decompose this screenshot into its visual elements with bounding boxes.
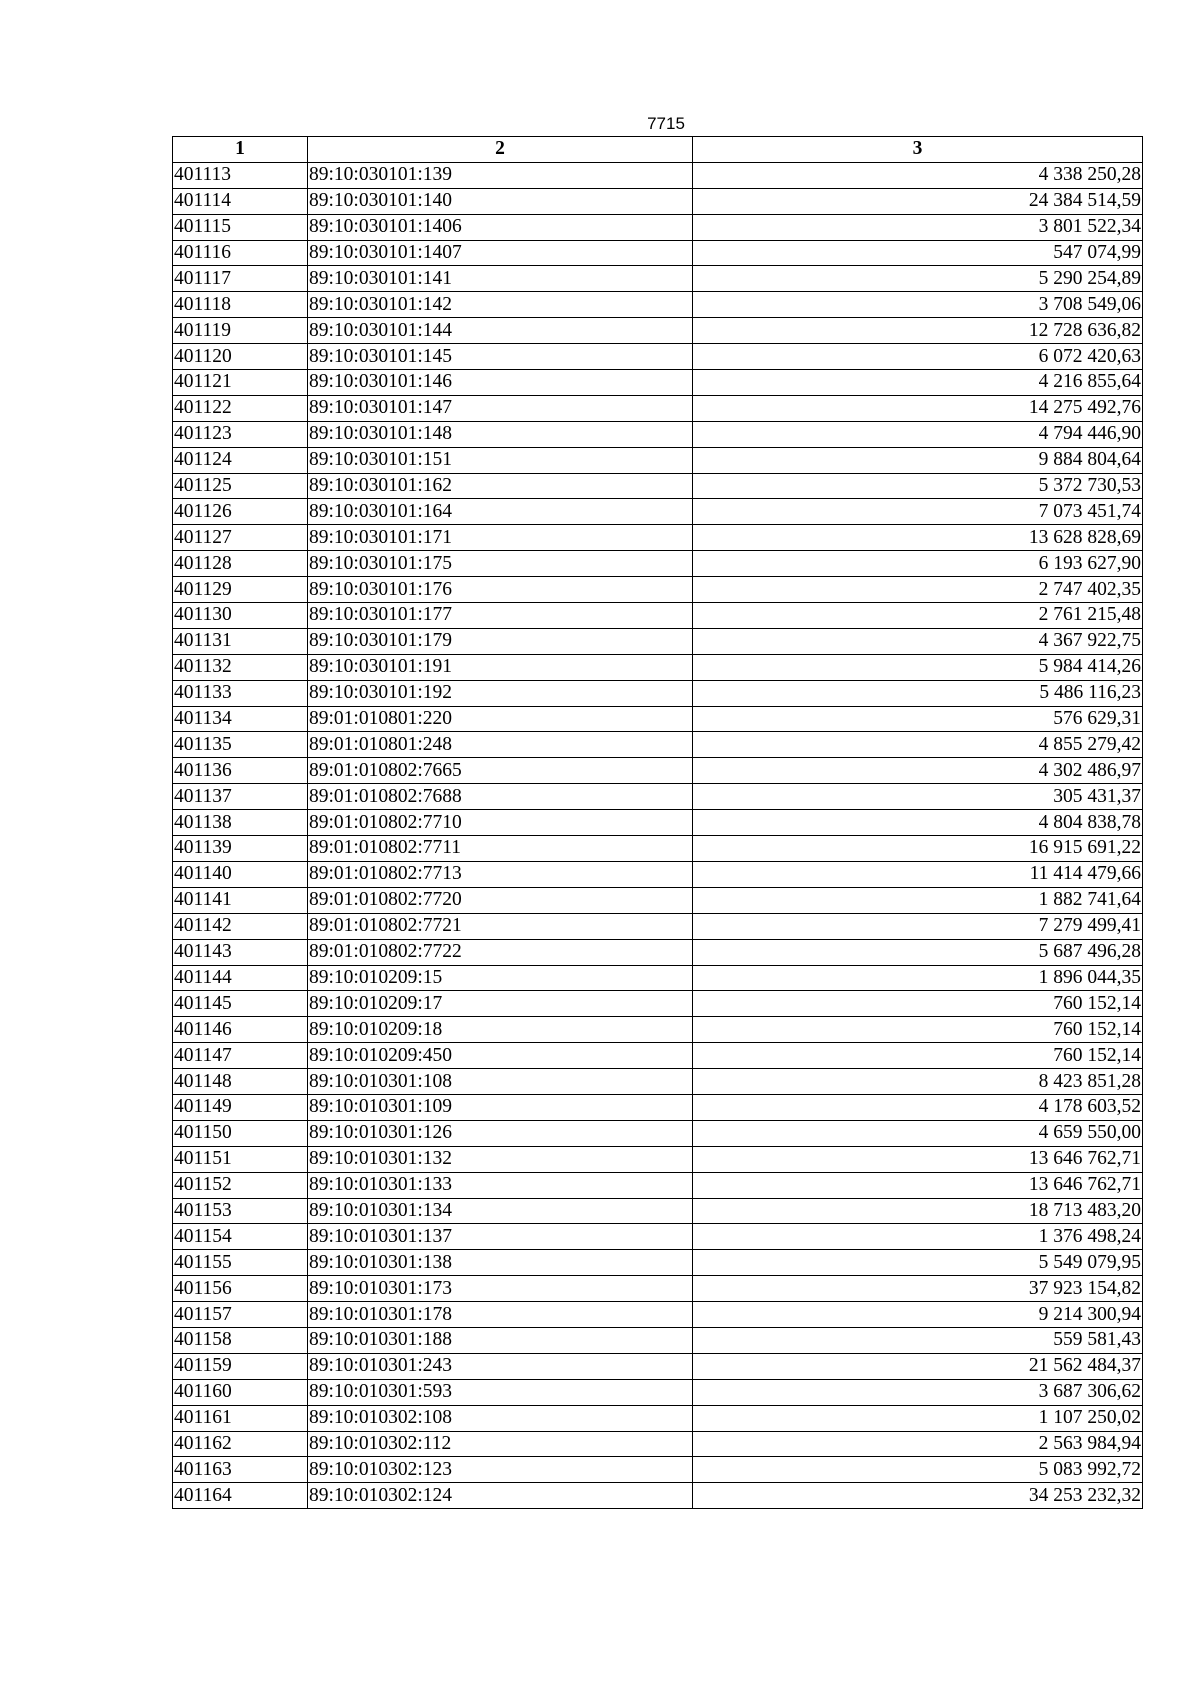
value-cell: 16 915 691,22 <box>693 836 1143 862</box>
cadastral-number-cell: 89:10:030101:139 <box>308 162 693 188</box>
column-header-3: 3 <box>693 137 1143 163</box>
row-number-cell: 401151 <box>173 1146 308 1172</box>
row-number-cell: 401124 <box>173 447 308 473</box>
cadastral-number-cell: 89:10:030101:177 <box>308 603 693 629</box>
row-number-cell: 401154 <box>173 1224 308 1250</box>
cadastral-number-cell: 89:10:010209:18 <box>308 1017 693 1043</box>
table-row <box>173 240 1143 266</box>
row-number-cell: 401155 <box>173 1250 308 1276</box>
table-row <box>173 1405 1143 1431</box>
cadastral-number-cell: 89:10:010301:108 <box>308 1069 693 1095</box>
row-number-cell: 401115 <box>173 214 308 240</box>
table-row <box>173 344 1143 370</box>
table-body <box>173 162 1143 1508</box>
row-number-cell: 401148 <box>173 1069 308 1095</box>
row-number-cell: 401135 <box>173 732 308 758</box>
cadastral-number-cell: 89:10:030101:146 <box>308 370 693 396</box>
value-cell: 6 193 627,90 <box>693 551 1143 577</box>
cadastral-number-cell: 89:10:030101:140 <box>308 188 693 214</box>
row-number-cell: 401146 <box>173 1017 308 1043</box>
row-number-cell: 401156 <box>173 1276 308 1302</box>
column-header-2: 2 <box>308 137 693 163</box>
row-number-cell: 401129 <box>173 577 308 603</box>
cadastral-number-cell: 89:10:030101:148 <box>308 421 693 447</box>
value-cell: 18 713 483,20 <box>693 1198 1143 1224</box>
row-number-cell: 401134 <box>173 706 308 732</box>
row-number-cell: 401147 <box>173 1043 308 1069</box>
row-number-cell: 401116 <box>173 240 308 266</box>
row-number-cell: 401128 <box>173 551 308 577</box>
row-number-cell: 401114 <box>173 188 308 214</box>
table-row <box>173 499 1143 525</box>
table-row <box>173 1017 1143 1043</box>
table-row <box>173 1250 1143 1276</box>
cadastral-number-cell: 89:10:030101:192 <box>308 680 693 706</box>
row-number-cell: 401141 <box>173 887 308 913</box>
row-number-cell: 401144 <box>173 965 308 991</box>
table-row <box>173 162 1143 188</box>
table-row <box>173 1276 1143 1302</box>
value-cell: 9 214 300,94 <box>693 1302 1143 1328</box>
table-row <box>173 1302 1143 1328</box>
row-number-cell: 401132 <box>173 654 308 680</box>
cadastral-number-cell: 89:10:010301:134 <box>308 1198 693 1224</box>
cadastral-number-cell: 89:10:030101:142 <box>308 292 693 318</box>
value-cell: 4 855 279,42 <box>693 732 1143 758</box>
table-row <box>173 1224 1143 1250</box>
value-cell: 7 279 499,41 <box>693 913 1143 939</box>
value-cell: 12 728 636,82 <box>693 318 1143 344</box>
table-row <box>173 628 1143 654</box>
cadastral-number-cell: 89:01:010801:248 <box>308 732 693 758</box>
cadastral-number-cell: 89:10:030101:147 <box>308 395 693 421</box>
row-number-cell: 401127 <box>173 525 308 551</box>
row-number-cell: 401150 <box>173 1120 308 1146</box>
value-cell: 5 549 079,95 <box>693 1250 1143 1276</box>
row-number-cell: 401149 <box>173 1094 308 1120</box>
cadastral-number-cell: 89:01:010802:7688 <box>308 784 693 810</box>
cadastral-number-cell: 89:10:010301:133 <box>308 1172 693 1198</box>
value-cell: 34 253 232,32 <box>693 1483 1143 1509</box>
value-cell: 4 659 550,00 <box>693 1120 1143 1146</box>
value-cell: 7 073 451,74 <box>693 499 1143 525</box>
cadastral-number-cell: 89:10:010301:593 <box>308 1379 693 1405</box>
row-number-cell: 401140 <box>173 861 308 887</box>
cadastral-number-cell: 89:01:010802:7711 <box>308 836 693 862</box>
cadastral-number-cell: 89:10:010301:173 <box>308 1276 693 1302</box>
value-cell: 24 384 514,59 <box>693 188 1143 214</box>
value-cell: 13 646 762,71 <box>693 1146 1143 1172</box>
row-number-cell: 401126 <box>173 499 308 525</box>
value-cell: 1 882 741,64 <box>693 887 1143 913</box>
value-cell: 8 423 851,28 <box>693 1069 1143 1095</box>
value-cell: 547 074,99 <box>693 240 1143 266</box>
cadastral-number-cell: 89:10:030101:144 <box>308 318 693 344</box>
cadastral-number-cell: 89:10:010302:124 <box>308 1483 693 1509</box>
table-row <box>173 447 1143 473</box>
table-row <box>173 1379 1143 1405</box>
table-row <box>173 1457 1143 1483</box>
row-number-cell: 401158 <box>173 1327 308 1353</box>
value-cell: 3 708 549,06 <box>693 292 1143 318</box>
row-number-cell: 401118 <box>173 292 308 318</box>
row-number-cell: 401159 <box>173 1353 308 1379</box>
table-row <box>173 473 1143 499</box>
cadastral-number-cell: 89:10:030101:1407 <box>308 240 693 266</box>
value-cell: 4 804 838,78 <box>693 810 1143 836</box>
value-cell: 2 563 984,94 <box>693 1431 1143 1457</box>
row-number-cell: 401121 <box>173 370 308 396</box>
table-row <box>173 706 1143 732</box>
row-number-cell: 401117 <box>173 266 308 292</box>
page-number: 7715 <box>647 114 685 133</box>
value-cell: 4 367 922,75 <box>693 628 1143 654</box>
table-row <box>173 603 1143 629</box>
table-row <box>173 732 1143 758</box>
row-number-cell: 401152 <box>173 1172 308 1198</box>
value-cell: 5 984 414,26 <box>693 654 1143 680</box>
cadastral-number-cell: 89:10:030101:162 <box>308 473 693 499</box>
cadastral-number-cell: 89:10:010302:123 <box>308 1457 693 1483</box>
table-row <box>173 861 1143 887</box>
row-number-cell: 401119 <box>173 318 308 344</box>
row-number-cell: 401123 <box>173 421 308 447</box>
header-row <box>173 137 1143 163</box>
table-row <box>173 1094 1143 1120</box>
table-row <box>173 680 1143 706</box>
value-cell: 5 486 116,23 <box>693 680 1143 706</box>
value-cell: 4 216 855,64 <box>693 370 1143 396</box>
table-row <box>173 1146 1143 1172</box>
table-row <box>173 318 1143 344</box>
row-number-cell: 401139 <box>173 836 308 862</box>
table-row <box>173 758 1143 784</box>
cadastral-number-cell: 89:10:010209:15 <box>308 965 693 991</box>
row-number-cell: 401120 <box>173 344 308 370</box>
value-cell: 576 629,31 <box>693 706 1143 732</box>
value-cell: 760 152,14 <box>693 991 1143 1017</box>
value-cell: 9 884 804,64 <box>693 447 1143 473</box>
table-row <box>173 1120 1143 1146</box>
table-row <box>173 525 1143 551</box>
table-row <box>173 1327 1143 1353</box>
value-cell: 1 107 250,02 <box>693 1405 1143 1431</box>
table-row <box>173 1431 1143 1457</box>
cadastral-number-cell: 89:10:030101:171 <box>308 525 693 551</box>
column-header-1: 1 <box>173 137 308 163</box>
row-number-cell: 401142 <box>173 913 308 939</box>
table-row <box>173 370 1143 396</box>
value-cell: 6 072 420,63 <box>693 344 1143 370</box>
cadastral-number-cell: 89:10:030101:141 <box>308 266 693 292</box>
table-row <box>173 1483 1143 1509</box>
cadastral-number-cell: 89:10:010301:132 <box>308 1146 693 1172</box>
table-row <box>173 214 1143 240</box>
value-cell: 3 687 306,62 <box>693 1379 1143 1405</box>
cadastral-number-cell: 89:10:030101:191 <box>308 654 693 680</box>
value-cell: 2 747 402,35 <box>693 577 1143 603</box>
row-number-cell: 401161 <box>173 1405 308 1431</box>
value-cell: 305 431,37 <box>693 784 1143 810</box>
cadastral-number-cell: 89:10:010301:126 <box>308 1120 693 1146</box>
row-number-cell: 401131 <box>173 628 308 654</box>
row-number-cell: 401164 <box>173 1483 308 1509</box>
value-cell: 5 372 730,53 <box>693 473 1143 499</box>
cadastral-number-cell: 89:10:010301:137 <box>308 1224 693 1250</box>
cadastral-number-cell: 89:10:030101:1406 <box>308 214 693 240</box>
value-cell: 5 083 992,72 <box>693 1457 1143 1483</box>
table-row <box>173 421 1143 447</box>
value-cell: 559 581,43 <box>693 1327 1143 1353</box>
cadastral-number-cell: 89:10:010209:450 <box>308 1043 693 1069</box>
value-cell: 760 152,14 <box>693 1017 1143 1043</box>
table-row <box>173 1353 1143 1379</box>
value-cell: 4 178 603,52 <box>693 1094 1143 1120</box>
value-cell: 1 896 044,35 <box>693 965 1143 991</box>
cadastral-number-cell: 89:10:010302:112 <box>308 1431 693 1457</box>
value-cell: 1 376 498,24 <box>693 1224 1143 1250</box>
value-cell: 4 794 446,90 <box>693 421 1143 447</box>
row-number-cell: 401113 <box>173 162 308 188</box>
table-row <box>173 887 1143 913</box>
table-row <box>173 991 1143 1017</box>
value-cell: 37 923 154,82 <box>693 1276 1143 1302</box>
value-cell: 14 275 492,76 <box>693 395 1143 421</box>
cadastral-number-cell: 89:01:010802:7720 <box>308 887 693 913</box>
value-cell: 760 152,14 <box>693 1043 1143 1069</box>
value-cell: 2 761 215,48 <box>693 603 1143 629</box>
row-number-cell: 401145 <box>173 991 308 1017</box>
cadastral-number-cell: 89:10:030101:175 <box>308 551 693 577</box>
table-row <box>173 654 1143 680</box>
value-cell: 13 646 762,71 <box>693 1172 1143 1198</box>
table-row <box>173 939 1143 965</box>
value-cell: 4 302 486,97 <box>693 758 1143 784</box>
value-cell: 4 338 250,28 <box>693 162 1143 188</box>
table-row <box>173 1069 1143 1095</box>
table-row <box>173 965 1143 991</box>
cadastral-number-cell: 89:10:030101:179 <box>308 628 693 654</box>
cadastral-number-cell: 89:10:030101:164 <box>308 499 693 525</box>
cadastral-number-cell: 89:01:010802:7721 <box>308 913 693 939</box>
cadastral-number-cell: 89:10:010301:138 <box>308 1250 693 1276</box>
row-number-cell: 401162 <box>173 1431 308 1457</box>
cadastral-number-cell: 89:10:010302:108 <box>308 1405 693 1431</box>
table-row <box>173 1198 1143 1224</box>
cadastral-number-cell: 89:01:010801:220 <box>308 706 693 732</box>
row-number-cell: 401160 <box>173 1379 308 1405</box>
table-row <box>173 266 1143 292</box>
table-row <box>173 913 1143 939</box>
cadastral-number-cell: 89:10:030101:151 <box>308 447 693 473</box>
table-row <box>173 395 1143 421</box>
table-row <box>173 784 1143 810</box>
row-number-cell: 401157 <box>173 1302 308 1328</box>
cadastral-number-cell: 89:10:030101:176 <box>308 577 693 603</box>
table-row <box>173 1172 1143 1198</box>
table-row <box>173 551 1143 577</box>
row-number-cell: 401143 <box>173 939 308 965</box>
table-row <box>173 188 1143 214</box>
row-number-cell: 401125 <box>173 473 308 499</box>
cadastral-number-cell: 89:01:010802:7713 <box>308 861 693 887</box>
table-row <box>173 1043 1143 1069</box>
row-number-cell: 401138 <box>173 810 308 836</box>
cadastral-number-cell: 89:01:010802:7665 <box>308 758 693 784</box>
cadastral-number-cell: 89:10:010301:188 <box>308 1327 693 1353</box>
table-row <box>173 577 1143 603</box>
value-cell: 5 687 496,28 <box>693 939 1143 965</box>
row-number-cell: 401122 <box>173 395 308 421</box>
row-number-cell: 401130 <box>173 603 308 629</box>
row-number-cell: 401136 <box>173 758 308 784</box>
value-cell: 13 628 828,69 <box>693 525 1143 551</box>
row-number-cell: 401133 <box>173 680 308 706</box>
table-row <box>173 292 1143 318</box>
row-number-cell: 401153 <box>173 1198 308 1224</box>
cadastral-number-cell: 89:10:030101:145 <box>308 344 693 370</box>
value-cell: 5 290 254,89 <box>693 266 1143 292</box>
cadastral-number-cell: 89:01:010802:7722 <box>308 939 693 965</box>
row-number-cell: 401137 <box>173 784 308 810</box>
cadastral-number-cell: 89:01:010802:7710 <box>308 810 693 836</box>
table-row <box>173 810 1143 836</box>
cadastral-number-cell: 89:10:010209:17 <box>308 991 693 1017</box>
cadastral-number-cell: 89:10:010301:178 <box>308 1302 693 1328</box>
cadastral-number-cell: 89:10:010301:243 <box>308 1353 693 1379</box>
table-header <box>173 137 1143 163</box>
value-cell: 3 801 522,34 <box>693 214 1143 240</box>
cadastral-number-cell: 89:10:010301:109 <box>308 1094 693 1120</box>
value-cell: 21 562 484,37 <box>693 1353 1143 1379</box>
value-cell: 11 414 479,66 <box>693 861 1143 887</box>
registry-table <box>172 136 1143 1509</box>
row-number-cell: 401163 <box>173 1457 308 1483</box>
table-row <box>173 836 1143 862</box>
